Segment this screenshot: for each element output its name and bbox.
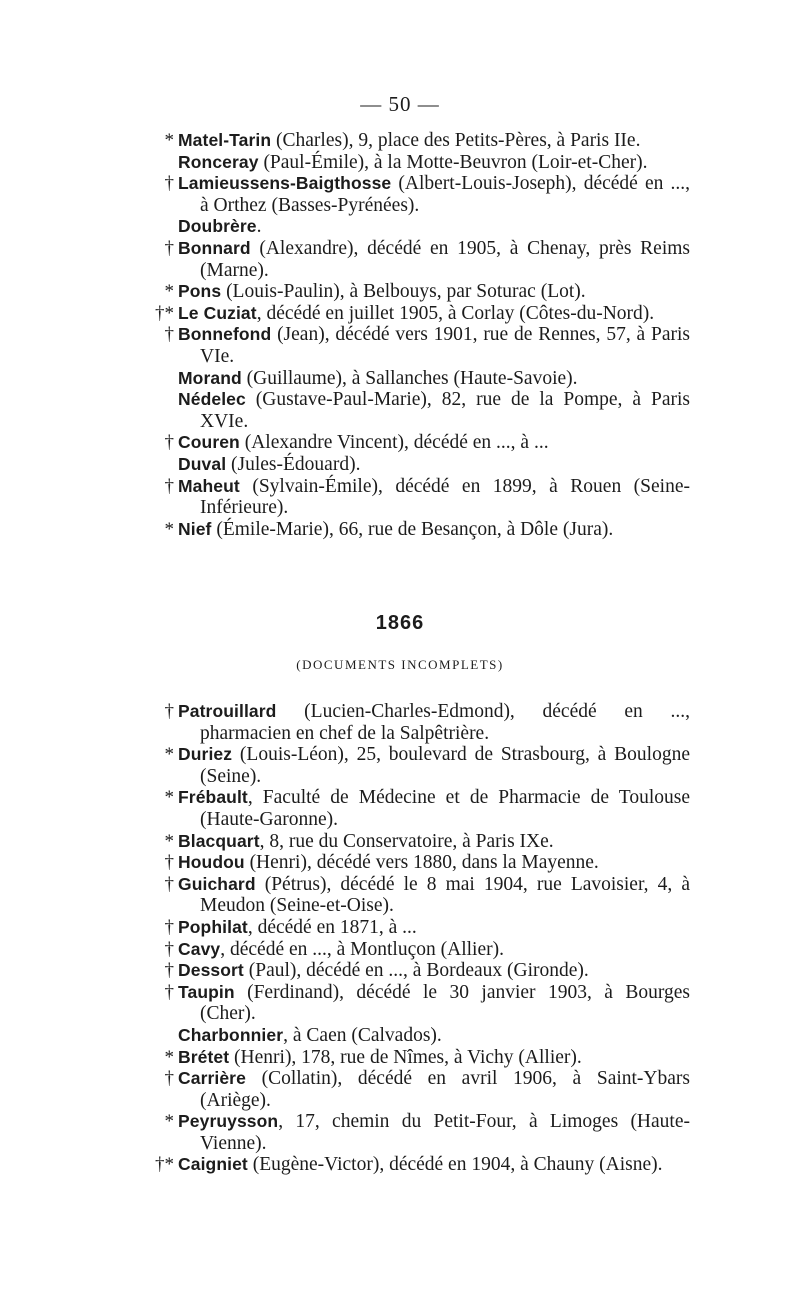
entry-text: (Henri), 178, rue de Nîmes, à Vichy (Allier). [229, 1046, 582, 1068]
entry-marker: † [164, 873, 174, 895]
entry-marker: * [164, 1111, 174, 1133]
entries-list-top [0, 130, 800, 540]
entry-text: (Ferdinand), décédé le 30 janvier 1903, à Bourges (Cher). [200, 981, 690, 1025]
entry-marker: † [164, 701, 174, 722]
entry-marker: † [164, 1068, 174, 1090]
entry-name: Guichard [178, 873, 256, 894]
entry-name: Peyruysson [178, 1111, 279, 1132]
entry [0, 917, 800, 939]
entry [0, 454, 800, 476]
entry-name: Pophilat [178, 916, 248, 937]
entry-name: Houdou [178, 852, 245, 873]
year-heading: 1866 [375, 612, 425, 634]
entries-list-1866 [0, 701, 800, 1176]
entry [0, 368, 800, 390]
entry-name: Caigniet [178, 1154, 248, 1175]
entry-name: Dessort [178, 960, 244, 981]
entry-marker: † [164, 324, 174, 346]
entry [0, 701, 800, 744]
entry [0, 831, 800, 853]
entry-text: (Émile-Marie), 66, rue de Besançon, à Dôle (Jura). [211, 518, 614, 540]
entry-marker: † [164, 938, 174, 960]
entry-name: Bonnard [178, 237, 251, 258]
entry-marker: † [164, 237, 174, 259]
entry-marker: * [164, 787, 174, 809]
entry [0, 787, 800, 830]
entry-name: Morand [178, 367, 242, 388]
entry [0, 476, 800, 519]
entry-text: (Louis-Léon), 25, boulevard de Strasbourg, à Boulogne (Seine). [200, 744, 690, 787]
entry-name: Duval [178, 453, 227, 474]
entry-text: (Lucien-Charles-Edmond), décédé en ..., pharmacien en chef de la Salpêtrière. [200, 701, 690, 744]
entry [0, 1111, 800, 1154]
entry [0, 874, 800, 917]
entry [0, 281, 800, 303]
entry-name: Bonnefond [178, 324, 272, 345]
entry-text: (Albert-Louis-Joseph), décédé en ..., à Orthez (Basses-Pyrénées). [200, 173, 690, 216]
entry-marker: * [164, 281, 174, 303]
entry-text: (Gustave-Paul-Marie), 82, rue de la Pompe, à Paris XVIe. [200, 389, 690, 432]
entry-text: (Guillaume), à Sallanches (Haute-Savoie). [241, 367, 578, 389]
entry-name: Carrière [178, 1068, 246, 1089]
entry [0, 238, 800, 281]
entry-marker: † [164, 173, 174, 195]
entry-text: , à Caen (Calvados). [283, 1024, 442, 1046]
entry [0, 744, 800, 787]
entry-name: Blacquart [178, 830, 260, 851]
entry-name: Brétet [178, 1046, 230, 1067]
entry-text: , décédé en 1871, à ... [247, 916, 417, 938]
entry-name: Cavy [178, 938, 221, 959]
entry [0, 1047, 800, 1069]
entry-name: Couren [178, 432, 240, 453]
entry-marker: † [164, 916, 174, 938]
entry-name: Lamieussens-Baigthosse [178, 173, 392, 194]
entry-marker: † [164, 432, 174, 454]
entry [0, 1154, 800, 1176]
entry-text: (Jean), décédé vers 1901, rue de Rennes, 57, à Paris VIe. [200, 324, 690, 367]
entry-text: (Sylvain-Émile), décédé en 1899, à Rouen (Seine-Inférieure). [200, 475, 690, 519]
entry-name: Le Cuziat [178, 302, 257, 323]
entry [0, 519, 800, 541]
entry [0, 1068, 800, 1111]
entry-marker: † [164, 475, 174, 497]
entry [0, 303, 800, 325]
entry [0, 852, 800, 874]
entry-text: (Pétrus), décédé le 8 mai 1904, rue Lavoisier, 4, à Meudon (Seine-et-Oise). [200, 873, 690, 917]
entry-text: , 8, rue du Conservatoire, à Paris IXe. [259, 830, 554, 852]
entry-text: (Henri), décédé vers 1880, dans la Mayenne. [244, 852, 599, 874]
entry-marker: †* [155, 302, 174, 324]
entry-text: (Paul-Émile), à la Motte-Beuvron (Loir-et-Cher). [258, 151, 648, 173]
entry-marker: * [164, 518, 174, 540]
entry-text: (Alexandre), décédé en 1905, à Chenay, près Reims (Marne). [200, 237, 690, 281]
entry-name: Patrouillard [178, 701, 277, 721]
entry-marker: * [164, 830, 174, 852]
entry-text: , Faculté de Médecine et de Pharmacie de Toulouse (Haute-Garonne). [200, 787, 690, 830]
entry [0, 982, 800, 1025]
entry-name: Taupin [178, 981, 235, 1002]
entry-name: Doubrère [178, 216, 257, 237]
entry-name: Matel-Tarin [178, 130, 272, 150]
entry [0, 173, 800, 216]
entry-text: (Jules-Édouard). [226, 453, 361, 475]
entry [0, 389, 800, 432]
entry-marker: * [164, 130, 174, 151]
entry [0, 960, 800, 982]
entry-text: , décédé en juillet 1905, à Corlay (Côtes-du-Nord). [256, 302, 655, 324]
entry-name: Nédelec [178, 389, 246, 410]
page-number: — 50 — [360, 92, 440, 116]
entry-name: Charbonnier [178, 1024, 284, 1045]
entry-marker: † [164, 960, 174, 982]
entry-marker: † [164, 852, 174, 874]
entry-text: (Alexandre Vincent), décédé en ..., à ... [239, 432, 549, 454]
entry-name: Nief [178, 518, 212, 539]
entry-marker: † [164, 981, 174, 1003]
entry-name: Maheut [178, 475, 240, 496]
entry-text: (Louis-Paulin), à Belbouys, par Soturac (Lot). [221, 281, 586, 303]
entry [0, 152, 800, 174]
entry [0, 130, 800, 152]
entry-marker: * [164, 1046, 174, 1068]
entry-name: Duriez [178, 744, 233, 765]
entry-text: , décédé en ..., à Montluçon (Allier). [220, 938, 504, 960]
entry [0, 432, 800, 454]
entry-name: Pons [178, 281, 222, 302]
entry-name: Ronceray [178, 151, 259, 172]
entry-text: . [256, 216, 262, 238]
entry [0, 1025, 800, 1047]
entry [0, 324, 800, 367]
entry-marker: †* [155, 1154, 174, 1176]
entry-name: Frébault [178, 787, 248, 808]
entry-text: (Eugène-Victor), décédé en 1904, à Chauny (Aisne). [247, 1154, 663, 1176]
entry-text: (Charles), 9, place des Petits-Pères, à Paris IIe. [271, 130, 641, 151]
entry [0, 216, 800, 238]
entry-marker: * [164, 744, 174, 766]
section-note: (DOCUMENTS INCOMPLETS) [296, 657, 504, 672]
entry-text: (Paul), décédé en ..., à Bordeaux (Gironde). [243, 960, 589, 982]
entry-text: , 17, chemin du Petit-Four, à Limoges (Haute-Vienne). [200, 1111, 690, 1154]
entry [0, 939, 800, 961]
entry-text: (Collatin), décédé en avril 1906, à Saint-Ybars (Ariège). [200, 1068, 690, 1111]
